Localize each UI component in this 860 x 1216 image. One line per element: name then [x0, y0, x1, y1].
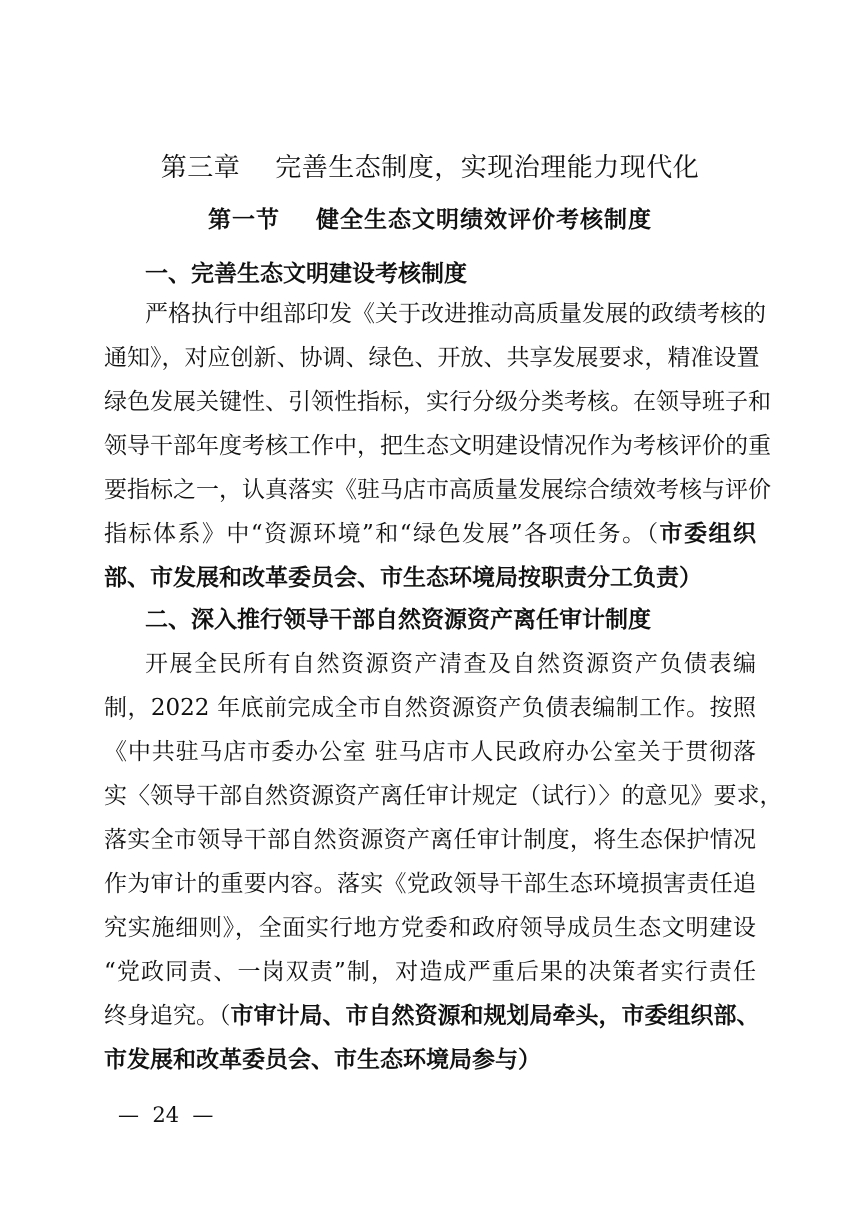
paragraph-text: 终身追究。（: [104, 1003, 231, 1029]
paragraph-line: 要指标之一，认真落实《驻马店市高质量发展综合绩效考核与评价: [104, 477, 771, 503]
paragraph-line: [104, 516, 756, 552]
paragraph-line: “党政同责、一岗双责”制，对造成严重后果的决策者实行责任: [104, 959, 756, 985]
subsection-heading-2: 二、深入推行领导干部自然资源资产离任审计制度: [145, 607, 651, 633]
responsible-units-bold: 市审计局、市自然资源和规划局牵头，市委组织部、: [230, 1003, 760, 1029]
paragraph-line: 领导干部年度考核工作中，把生态文明建设情况作为考核评价的重: [104, 433, 771, 459]
paragraph-line: [104, 998, 760, 1034]
paragraph-line: 绿色发展关键性、引领性指标，实行分级分类考核。在领导班子和: [104, 389, 771, 415]
paragraph-text: 指标体系》中“资源环境”和“绿色发展”各项任务。（: [104, 521, 660, 547]
responsible-units-bold: 部、市发展和改革委员会、市生态环境局按职责分工负责）: [104, 565, 702, 591]
responsible-units-bold: 市委组织: [659, 521, 756, 547]
paragraph-line: 落实全市领导干部自然资源资产离任审计制度，将生态保护情况: [104, 827, 756, 853]
page-number: — 24 —: [118, 1103, 214, 1127]
paragraph-line: 通知》，对应创新、协调、绿色、开放、共享发展要求，精准设置: [104, 345, 760, 371]
paragraph-line: 制，2022 年底前完成全市自然资源资产负债表编制工作。按照: [104, 695, 756, 721]
chapter-title: 第三章 完善生态制度，实现治理能力现代化: [160, 153, 700, 183]
paragraph-line: 《中共驻马店市委办公室 驻马店市人民政府办公室关于贯彻落: [104, 739, 756, 765]
paragraph-line: 严格执行中组部印发《关于改进推动高质量发展的政绩考核的: [145, 301, 766, 327]
paragraph-line: 究实施细则》，全面实行地方党委和政府领导成员生态文明建设: [104, 915, 756, 941]
subsection-heading-1: 一、完善生态文明建设考核制度: [145, 261, 467, 287]
paragraph-line: 作为审计的重要内容。落实《党政领导干部生态环境损害责任追: [104, 871, 756, 897]
paragraph-line: 实〈领导干部自然资源资产离任审计规定（试行）〉的意见》要求，: [104, 783, 783, 809]
paragraph-line: 开展全民所有自然资源资产清查及自然资源资产负债表编: [145, 651, 756, 677]
responsible-units-bold: 市发展和改革委员会、市生态环境局参与）: [104, 1047, 541, 1073]
section-title: 第一节 健全生态文明绩效评价考核制度: [207, 206, 653, 233]
